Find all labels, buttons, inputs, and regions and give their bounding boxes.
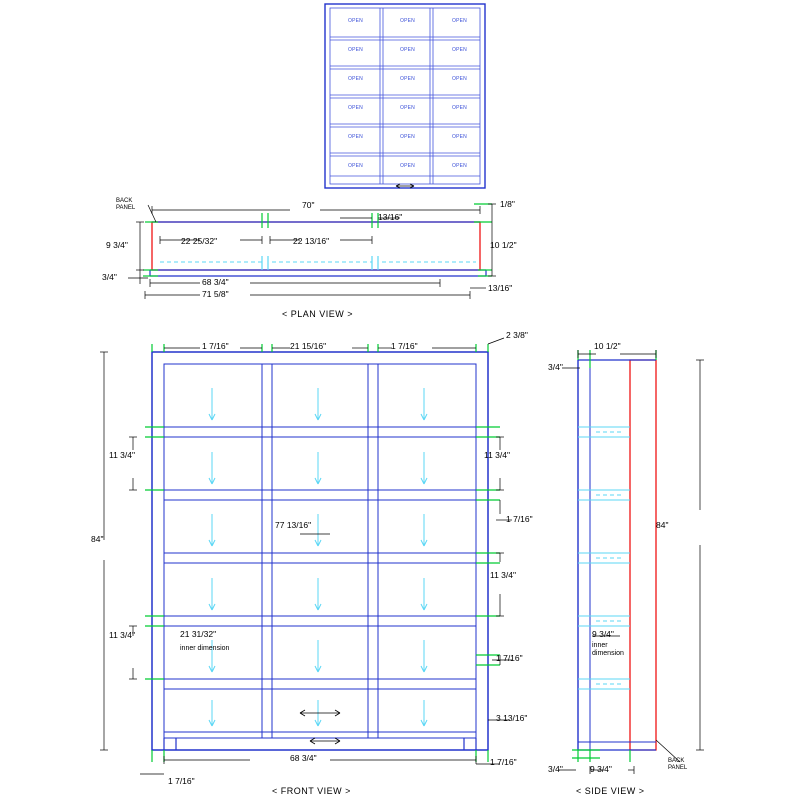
plan-view-label: < PLAN VIEW >	[282, 309, 354, 319]
iso-cell-open: OPEN	[452, 76, 467, 82]
front-inner-width-dim: 68 3/4"	[290, 753, 317, 763]
side-overall-height-dim: 84"	[656, 520, 669, 530]
plan-outer-width-dim: 71 5/8"	[202, 289, 229, 299]
iso-cell-open: OPEN	[348, 18, 363, 24]
front-inner-bay-note: inner dimension	[180, 645, 230, 652]
side-base-thickness-dim: 3/4"	[548, 764, 563, 774]
iso-cell-open: OPEN	[400, 18, 415, 24]
iso-cell-open: OPEN	[400, 76, 415, 82]
front-rail-thickness-right-dim: 1 7/16"	[506, 514, 533, 524]
iso-cell-open: OPEN	[452, 47, 467, 53]
side-inner-depth-note: inner dimension	[592, 642, 624, 657]
plan-divider-thickness-dim: 13/16"	[378, 212, 403, 222]
iso-cell-open: OPEN	[348, 105, 363, 111]
front-inner-bay-dim: 21 31/32"	[180, 629, 217, 639]
front-bay-width-dim: 21 15/16"	[290, 341, 327, 351]
side-depth-top-dim: 10 1/2"	[594, 341, 621, 351]
plan-side-thickness-dim: 13/16"	[488, 283, 513, 293]
iso-cell-open: OPEN	[452, 18, 467, 24]
iso-cell-open: OPEN	[348, 47, 363, 53]
iso-cell-open: OPEN	[452, 134, 467, 140]
iso-cell-open: OPEN	[400, 105, 415, 111]
back-panel-callout-plan: BACK PANEL	[116, 198, 136, 211]
iso-cell-open: OPEN	[348, 163, 363, 169]
front-view-label: < FRONT VIEW >	[272, 786, 351, 796]
front-bottom-rail-dim: 3 13/16"	[496, 713, 528, 723]
plan-overall-width-dim: 70"	[302, 200, 315, 210]
plan-depth-left-dim: 9 3/4"	[106, 240, 128, 250]
plan-base-thickness-dim: 3/4"	[102, 272, 117, 282]
front-shelf-open-left-dim-2: 11 3/4"	[109, 630, 136, 640]
iso-cell-open: OPEN	[400, 47, 415, 53]
iso-cell-open: OPEN	[452, 105, 467, 111]
iso-cell-open: OPEN	[348, 76, 363, 82]
front-stile-right-dim: 1 7/16"	[391, 341, 418, 351]
front-stile-left-dim: 1 7/16"	[202, 341, 229, 351]
plan-top-offset-dim: 1/8"	[500, 199, 515, 209]
front-shelf-open-right-dim-2: 11 3/4"	[490, 570, 517, 580]
front-top-rail-dim: 2 3/8"	[506, 330, 528, 340]
plan-bay-right-dim: 22 13/16"	[293, 236, 330, 246]
iso-cell-open: OPEN	[452, 163, 467, 169]
iso-cell-open: OPEN	[400, 134, 415, 140]
front-overall-height-dim: 84"	[91, 534, 104, 544]
side-panel-thickness-dim: 3/4"	[548, 362, 563, 372]
front-shelf-open-right-dim: 11 3/4"	[484, 450, 511, 460]
back-panel-callout-side: BACK PANEL	[668, 758, 688, 771]
side-view-label: < SIDE VIEW >	[576, 786, 645, 796]
side-base-depth-dim: 9 3/4"	[590, 764, 612, 774]
plan-depth-right-dim: 10 1/2"	[490, 240, 517, 250]
iso-cell-open: OPEN	[400, 163, 415, 169]
front-rail-thickness-right-dim-2: 1 7/16"	[496, 653, 523, 663]
side-inner-depth-dim: 9 3/4"	[592, 629, 614, 639]
plan-inner-width-dim: 68 3/4"	[202, 277, 229, 287]
front-inner-height-dim: 77 13/16"	[275, 520, 312, 530]
plan-bay-left-dim: 22 25/32"	[181, 236, 218, 246]
front-shelf-open-left-dim: 11 3/4"	[109, 450, 136, 460]
front-leg-left-dim: 1 7/16"	[168, 776, 195, 786]
front-leg-right-dim: 1 7/16"	[490, 757, 517, 767]
iso-cell-open: OPEN	[348, 134, 363, 140]
